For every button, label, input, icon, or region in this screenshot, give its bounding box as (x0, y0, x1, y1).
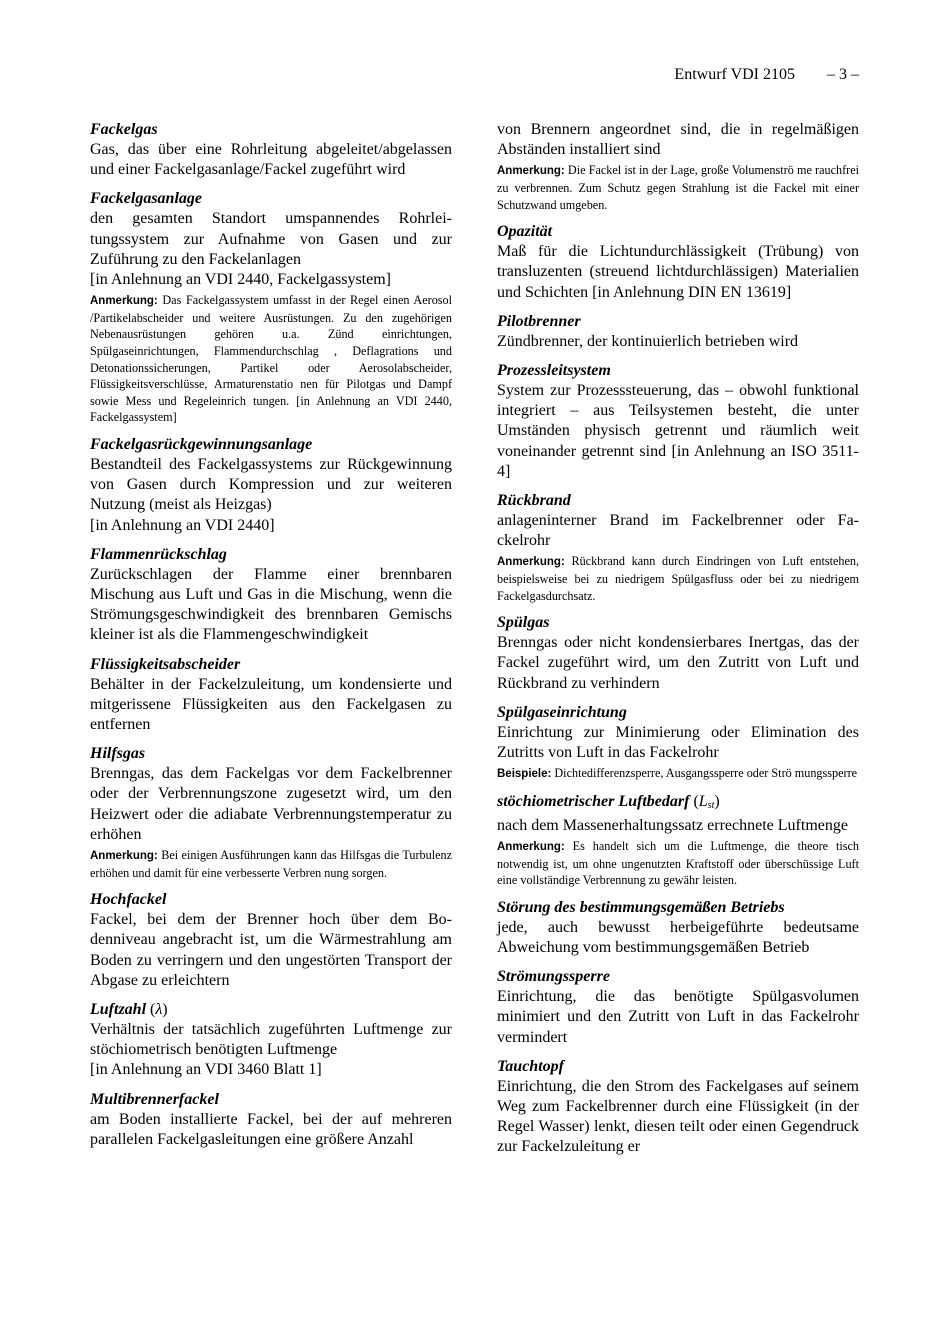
entry-note (497, 765, 859, 783)
entry-term (90, 545, 452, 565)
term-text: Fackelgasrückgewinnungsanlage (90, 435, 313, 453)
entry-note (90, 292, 452, 426)
entry-term (90, 1000, 452, 1020)
note-label: Beispiele: (497, 768, 552, 781)
entry-definition: Zündbrenner, der kontinuierlich betrieben wird (497, 332, 799, 350)
term-symbol-subscript: st (707, 799, 715, 811)
glossary-entry (90, 1000, 452, 1081)
note-label: Anmerkung: (90, 850, 158, 863)
term-text: Rückbrand (497, 492, 571, 510)
entry-definition: Maß für die Lichtundurchlässigkeit (Trübung) von transluzenten (streuend lichtdurchlässigen) Materialien und Schichten [in Anlehnung DIN EN 13619] (497, 243, 859, 301)
entry-definition: System zur Prozesssteuerung, das – obwohl funktional integriert – aus Teilsystemen besteht, die unter Umständen physisch getrennt und räumlich weit voneinander getrennt sind [in Anlehnung an ISO 3511-4] (497, 382, 859, 480)
entry-definition: jede, auch bewusst herbeigeführte bedeutsame Abweichung vom bestimmungsgemäßen Betrieb (497, 918, 859, 956)
entry-term (90, 890, 452, 910)
glossary-entry (497, 222, 859, 303)
entry-definition: Gas, das über eine Rohrleitung abgeleitet/abgelassen und einer Fackelgasanlage/Fackel zugeführt wird (90, 141, 452, 179)
glossary-entry (497, 703, 859, 783)
entry-note (497, 162, 859, 213)
term-text: Spülgaseinrichtung (497, 703, 627, 721)
term-text: Hochfackel (90, 891, 167, 909)
term-text: Prozessleitsystem (497, 362, 611, 379)
symbol-paren: ( (146, 1001, 156, 1019)
note-label: Anmerkung: (497, 165, 565, 178)
glossary-entry (497, 1057, 859, 1158)
term-symbol: λ (155, 1001, 163, 1019)
entry-term (90, 655, 452, 675)
term-text: Fackelgas (90, 121, 158, 138)
term-text: stöchiometrischer Luftbedarf (497, 792, 690, 810)
glossary-entry (90, 890, 452, 991)
note-text: Rückbrand kann durch Eindringen von Luft entstehen, beispielsweise bei zu niedrigem Spülgasfluss oder bei zu niedrigem Fackelgasdurchsatz. (497, 554, 860, 603)
glossary-entry (90, 545, 452, 646)
glossary-entry (90, 189, 452, 426)
term-text: Flüssigkeitsabscheider (90, 655, 241, 673)
entry-reference: [in Anlehnung an VDI 2440, Fackelgassystem] (90, 271, 391, 289)
note-label: Anmerkung: (497, 556, 565, 569)
left-column (90, 120, 452, 1159)
term-text: Opazität (497, 223, 553, 241)
note-text: Bei einigen Ausführungen kann das Hilfsgas die Turbulenz erhöhen und damit für eine verbesserte Verbren nung sorgen. (90, 848, 453, 880)
entry-definition: anlageninterner Brand im Fackelbrenner oder Fackelrohr (497, 512, 859, 550)
entry-term (90, 435, 452, 455)
entry-definition: Einrichtung, die das benötigte Spülgasvolumen minimiert und den Zutritt von Luft in das Fackelrohr vermindert (497, 988, 859, 1046)
entry-term (90, 189, 452, 209)
term-text: Strömungssperre (497, 968, 610, 986)
term-text: Fackelgasanlage (90, 190, 202, 208)
term-text: Luftzahl (90, 1001, 147, 1019)
entry-term (497, 491, 859, 511)
glossary-entry (497, 792, 859, 889)
glossary-entry (497, 312, 859, 352)
entry-definition: am Boden installierte Fackel, bei der auf mehreren parallelen Fackelgasleitungen eine größere Anzahl (90, 1110, 452, 1148)
glossary-entry (90, 120, 452, 180)
entry-term (90, 120, 452, 140)
right-column (497, 120, 859, 1167)
term-text: Tauchtopf (497, 1057, 564, 1075)
glossary-entry (90, 744, 452, 881)
term-text: Multibrennerfackel (90, 1090, 219, 1108)
glossary-entry (497, 491, 859, 604)
glossary-entry (90, 435, 452, 536)
note-label: Anmerkung: (497, 841, 565, 854)
entry-term (497, 967, 859, 987)
entry-definition: Bestandteil des Fackelgassystems zur Rückgewinnung von Gasen durch Kompression und zur weiteren Nutzung (meist als Heizgas) (90, 455, 452, 514)
term-text: Störung des bestimmungsgemäßen Betriebs (497, 898, 785, 916)
entry-reference: [in Anlehnung an VDI 3460 Blatt 1] (90, 1061, 322, 1079)
entry-term (497, 703, 859, 723)
note-label: Anmerkung: (90, 295, 158, 308)
entry-note (90, 847, 452, 881)
entry-definition: nach dem Massenerhaltungssatz errechnete Luftmenge (497, 816, 848, 834)
document-id: Entwurf VDI 2105 (674, 66, 795, 83)
entry-definition: Brenngas oder nicht kondensierbares Inertgas, das der Fackel zugeführt wird, um den Zutritt von Luft und Rückbrand zu verhindern (497, 634, 859, 692)
entry-definition: Verhältnis der tatsächlich zugeführten Luftmenge zur stöchiometrisch benötigten Luftmenge (90, 1021, 452, 1059)
symbol-paren: ) (162, 1001, 168, 1019)
entry-term (497, 312, 859, 332)
term-text: Spülgas (497, 614, 550, 632)
entry-term (90, 744, 452, 764)
glossary-entry (497, 361, 859, 482)
note-text: Das Fackelgassystem umfasst in der Regel einen Aerosol /Partikelabscheider und weitere Ausrüstungen. Zu den zugehörigen Nebenausrüstungen gehören u.a. Zünd einrichtungen, Spülgaseinrichtungen, Flammendurchschlag , Deflagrations und Detonationssicherungen, Partikel oder Aerosolabscheider, Flüssigkeitsverschlüsse, Armaturenstatio nen für Pilotgas und Dampf sowie Mess und Regeleinrich tungen. [in Anlehnung an VDI 2440, Fackelgassystem] (90, 293, 453, 425)
entry-term (497, 1057, 859, 1077)
term-symbol: L (698, 792, 708, 810)
entry-term (90, 1090, 452, 1110)
page-header (674, 66, 859, 84)
term-text: Hilfsgas (90, 745, 146, 763)
entry-note (497, 838, 859, 889)
entry-definition: Einrichtung zur Minimierung oder Elimination des Zutritts von Luft in das Fackelrohr (497, 723, 859, 762)
entry-note (497, 553, 859, 604)
entry-definition: Fackel, bei dem der Brenner hoch über dem Bodenniveau angebracht ist, um die Wärmestrahlung am Boden zu verringern und den ungestörten Transport der Abgase zu erleichtern (90, 911, 452, 989)
entry-definition: Zurückschlagen der Flamme einer brennbaren Mischung aus Luft und Gas in die Mischung, wenn die Strömungsgeschwindigkeit des brennbaren Gemischs kleiner ist als die Flammengeschwindigkeit (90, 565, 452, 644)
glossary-entry (497, 613, 859, 694)
note-text: Dichtedifferenzsperre, Ausgangssperre oder Strö mungssperre (554, 766, 858, 781)
glossary-entry (497, 120, 859, 213)
glossary-entry (90, 655, 452, 736)
entry-term (497, 613, 859, 633)
entry-term (497, 898, 859, 918)
entry-definition: Brenngas, das dem Fackelgas vor dem Fackelbrenner oder der Verbrennungszone zugesetzt wird, um den Heizwert oder die adiabate Verbrennungstemperatur zu erhöhen (90, 765, 452, 843)
glossary-entry (497, 898, 859, 958)
entry-definition: Einrichtung, die den Strom des Fackelgases auf seinem Weg zum Fackelbrenner durch eine Flüssigkeit (in der Regel Wasser) lenkt, diesen teilt oder einen Gegendruck zur Fackelzuleitung er (497, 1077, 859, 1156)
note-text: Die Fackel ist in der Lage, große Volumenströ me rauchfrei zu verbrennen. Zum Schutz gegen Strahlung ist die Fackel mit einer Schutzwand umgeben. (497, 163, 860, 212)
entry-reference: [in Anlehnung an VDI 2440] (90, 516, 275, 534)
entry-definition: von Brennern angeordnet sind, die in regelmäßigen Abständen installiert sind (497, 121, 859, 159)
glossary-entry (497, 967, 859, 1048)
page-number: – 3 – (827, 66, 859, 83)
note-text: Es handelt sich um die Luftmenge, die theore tisch notwendig ist, um ohne ungenutzten Kraftstoff oder überschüssige Luft eine vollständige Verbrennung zu gewähr leisten. (497, 839, 860, 888)
symbol-paren: ) (714, 792, 720, 810)
entry-term (497, 792, 859, 816)
term-text: Flammenrückschlag (90, 545, 227, 563)
entry-term (497, 361, 859, 381)
term-text: Pilotbrenner (497, 312, 581, 330)
symbol-paren: ( (689, 792, 699, 810)
entry-term (497, 222, 859, 242)
entry-definition: den gesamten Standort umspannendes Rohrleitungssystem zur Aufnahme von Gasen und zur Zuführung zu den Fackelanlagen (90, 210, 452, 268)
glossary-entry (90, 1090, 452, 1150)
entry-definition: Behälter in der Fackelzuleitung, um kondensierte und mitgerissene Flüssigkeiten aus den Fackelgasen zu entfernen (90, 675, 452, 733)
